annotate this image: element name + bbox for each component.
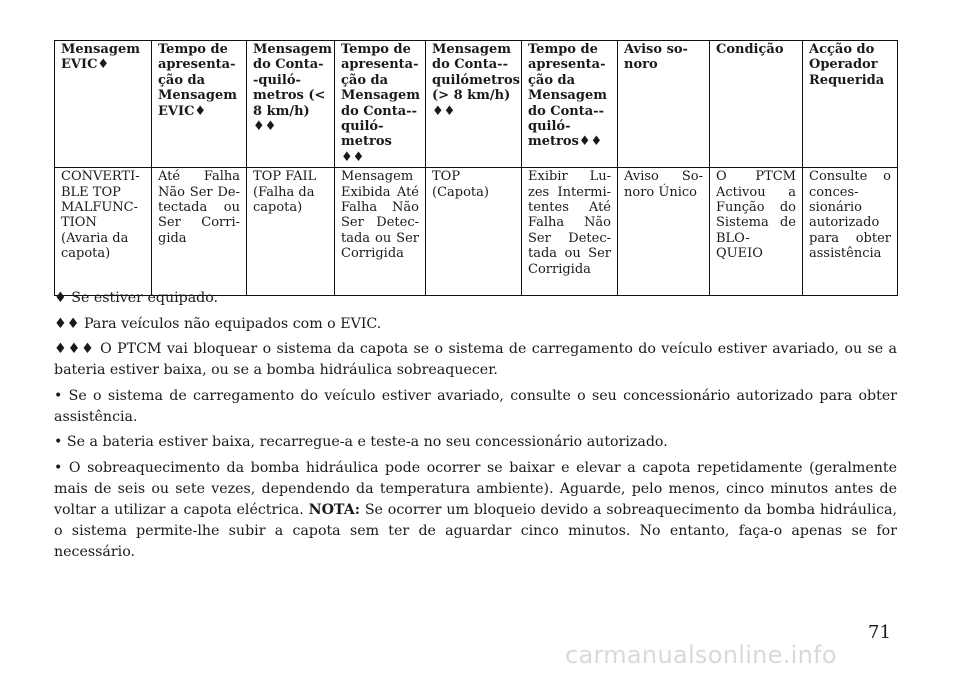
table-row [55,168,898,296]
cell-evic-message: CONVERTI-BLE TOP MALFUNC-TION (Avaria da capota) [55,168,152,296]
cell-odometer-display-time-low-speed: Mensagem Exibida Até Falha Não Ser Detec-tada ou Ser Corrigida [335,168,426,296]
header-chime: Aviso so-noro [618,41,710,168]
evic-message-table [54,40,898,296]
watermark: carmanualsonline.info [565,641,837,669]
bullet-charging-system: • Se o sistema de carregamento do veículo estiver avariado, consulte o seu concessionário autorizado para obter assistência. [54,387,897,425]
bullet-pump-overheat-text: • O sobreaquecimento da bomba hidráulica pode ocorrer se baixar e elevar a capota repetidamente (geralmente mais de seis ou sete vezes, dependendo da temperatura ambiente). Aguarde, pelo menos, cinco minutos antes de voltar a utilizar a capota eléctrica. [54,459,897,518]
page-number: 71 [868,622,891,643]
note-label: NOTA: [308,501,360,518]
header-evic-display-time: Tempo de apresenta-ção da Mensagem EVIC♦ [152,41,247,168]
header-evic-message: Mensagem EVIC♦ [55,41,152,168]
cell-condition: O PTCM Activou a Função do Sistema de BLO-QUEIO [710,168,803,296]
footnotes [54,288,897,567]
cell-evic-display-time: Até Falha Não Ser De-tectada ou Ser Corri-gida [152,168,247,296]
header-odometer-message-high-speed: Mensagem do Conta--quilómetros (> 8 km/h) ♦♦ [426,41,522,168]
header-odometer-display-time-low-speed: Tempo de apresenta-ção da Mensagem do Conta--quiló-metros ♦♦ [335,41,426,168]
footnote-single-diamond: ♦ Se estiver equipado. [54,290,219,306]
note-text: Se ocorrer um bloqueio devido a sobreaquecimento da bomba hidráulica, o sistema permite-lhe subir a capota sem ter de aguardar cinco minutos. No entanto, faça-o apenas se for necessário. [54,501,898,560]
header-operator-action: Acção do Operador Requerida [803,41,898,168]
bullet-low-battery: • Se a bateria estiver baixa, recarregue-a e teste-a no seu concessionário autorizado. [54,434,668,450]
bullet-pump-overheat [54,458,897,563]
cell-odometer-message-low-speed: TOP FAIL (Falha da capota) [247,168,335,296]
cell-operator-action: Consulte o conces-sionário autorizado para obter assistência [803,168,898,296]
table-header-row [55,41,898,168]
cell-odometer-display-time-high-speed: Exibir Lu-zes Intermi-tentes Até Falha Não Ser Detec-tada ou Ser Corrigida [522,168,618,296]
cell-odometer-message-high-speed: TOP (Capota) [426,168,522,296]
header-condition: Condição [710,41,803,168]
header-odometer-message-low-speed: Mensagem do Conta--quiló-metros (< 8 km/h) ♦♦ [247,41,335,168]
header-odometer-display-time-high-speed: Tempo de apresenta-ção da Mensagem do Conta--quiló-metros♦♦ [522,41,618,168]
footnote-triple-diamond: ♦♦♦ O PTCM vai bloquear o sistema da capota se o sistema de carregamento do veículo estiver avariado, ou se a bateria estiver baixa, ou se a bomba hidráulica sobreaquecer. [54,341,897,378]
cell-chime: Aviso So-noro Único [618,168,710,296]
footnote-double-diamond: ♦♦ Para veículos não equipados com o EVIC. [54,315,382,332]
